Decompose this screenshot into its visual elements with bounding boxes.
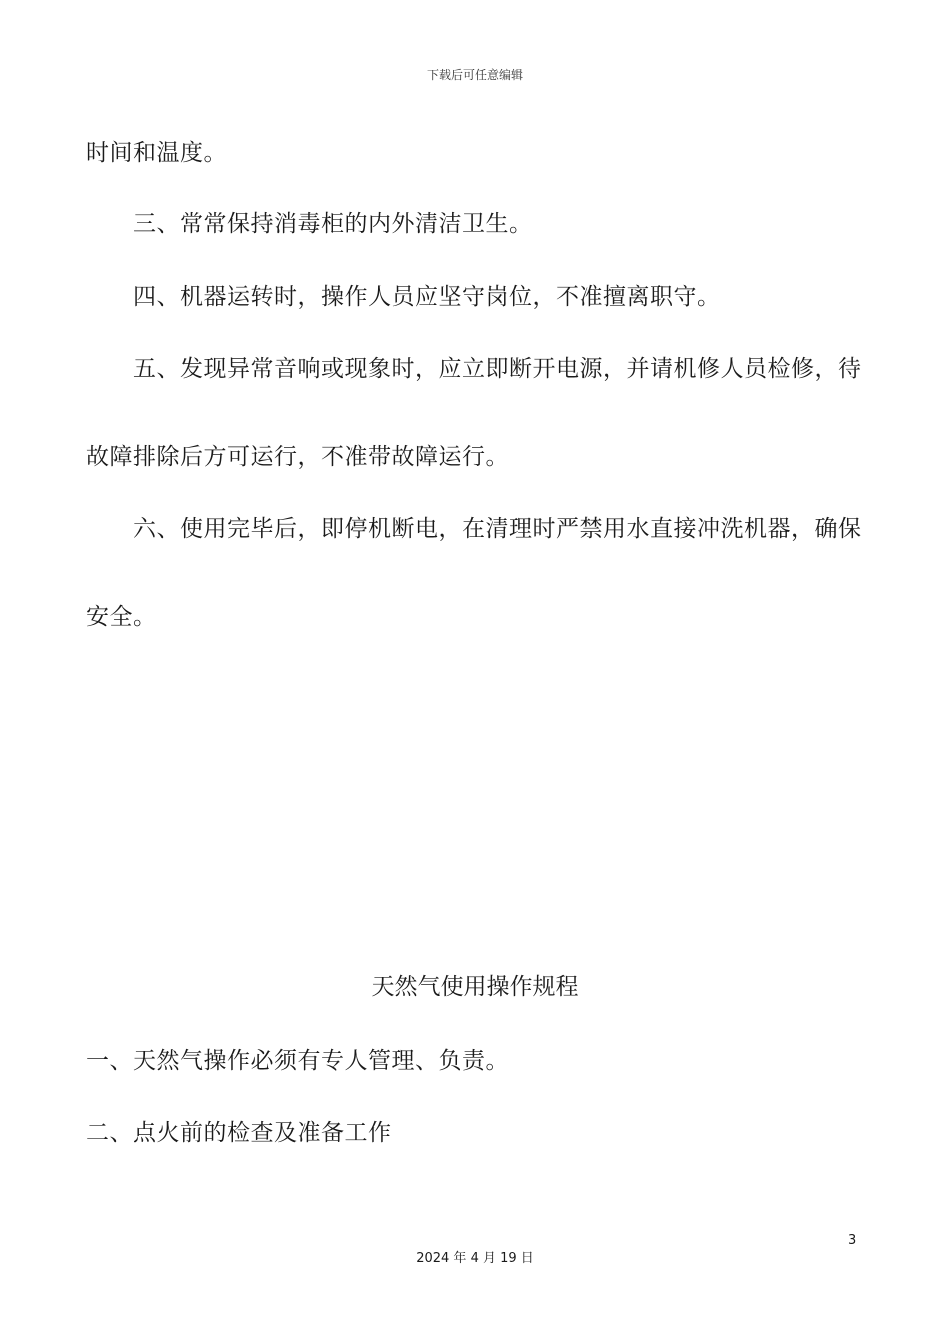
body-line-6: 六、使用完毕后，即停机断电，在清理时严禁用水直接冲洗机器，确保 — [133, 516, 861, 542]
section-item-2: 二、点火前的检查及准备工作 — [86, 1120, 392, 1146]
body-line-7: 安全。 — [86, 604, 157, 630]
footer-date: 2024 年 4 月 19 日 — [416, 1251, 534, 1266]
page-number: 3 — [848, 1233, 857, 1248]
body-line-4: 五、发现异常音响或现象时，应立即断开电源，并请机修人员检修，待 — [133, 356, 861, 382]
body-line-1: 时间和温度。 — [86, 140, 227, 166]
body-line-5: 故障排除后方可运行，不准带故障运行。 — [86, 444, 509, 470]
body-line-2: 三、常常保持消毒柜的内外清洁卫生。 — [133, 211, 533, 237]
page-header: 下载后可任意编辑 — [426, 68, 523, 82]
section-item-1: 一、天然气操作必须有专人管理、负责。 — [86, 1048, 509, 1074]
body-line-3: 四、机器运转时，操作人员应坚守岗位，不准擅离职守。 — [133, 284, 721, 310]
section-title: 天然气使用操作规程 — [371, 974, 579, 1000]
